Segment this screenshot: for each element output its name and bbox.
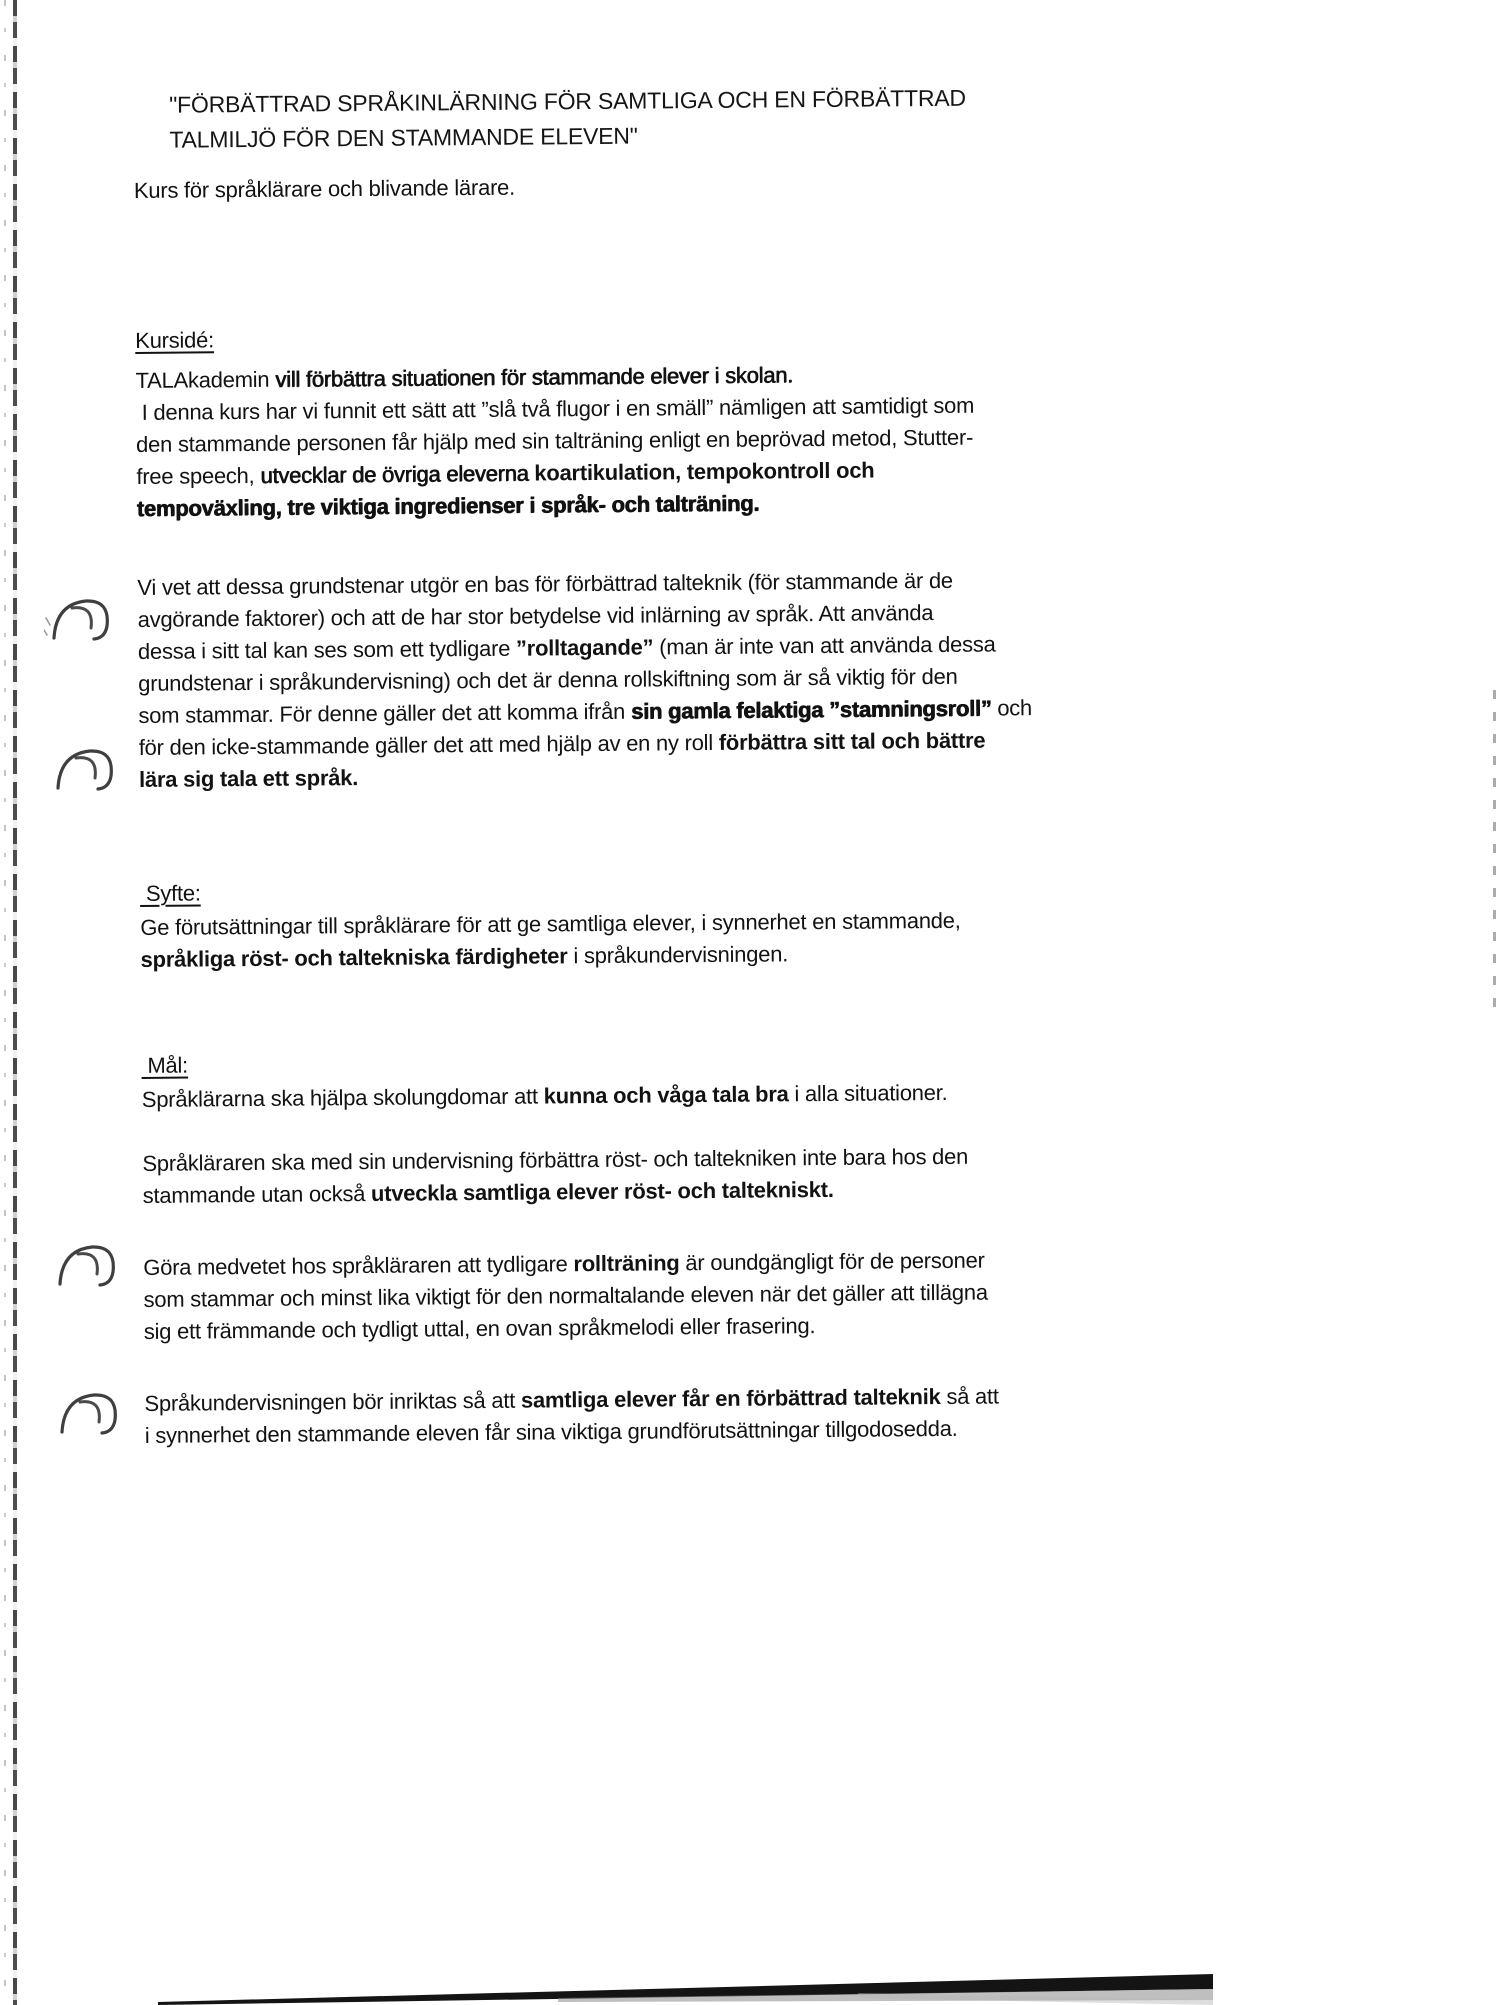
scan-bottom-bar [158,1962,1218,2005]
heading-kurside: Kursidé: [135,327,215,353]
paragraph-syfte: Ge förutsättningar till språklärare för att ge samtliga elever, i synnerhet en stammande, språkliga röst- och taltekniska färdigheter i språkundervisningen. [140,907,961,972]
heading-mal: Mål: [141,1052,189,1078]
document-title [169,79,1169,158]
heading-syfte: Syfte: [139,880,201,906]
paragraph-mal-3: Göra medvetet hos språkläraren att tydligare rollträning är oundgängligt för de personer som stammar och minst lika viktigt för den normaltalande eleven när det gäller att tillägna sig ett främmande och tydligt uttal, en ovan språkmelodi eller frasering. [143,1247,988,1344]
paragraph-kurside-1: TALAkademin vill förbättra situationen för stammande elever i skolan. I denna kurs har vi funnit ett sätt att ”slå två flugor i en smäll” nämligen att samtidigt som den stammande personen får hjälp med sin talträning enligt en beprövad metod, Stutter- free speech, utvecklar de övriga eleverna koartikulation, tempokontroll och tempoväxling, tre viktiga ingredienser i språk- och talträning. [135,362,975,521]
handwritten-curl-icon [52,1386,128,1442]
paragraph-mal-2: Språkläraren ska med sin undervisning förbättra röst- och taltekniken inte bara hos den stammande utan också utveckla samtliga elever röst- och taltekniskt. [142,1143,969,1208]
document-subtitle: Kurs för språklärare och blivande lärare. [133,174,516,203]
handwritten-curl-icon [50,1238,126,1294]
document-body [133,79,1180,1452]
handwritten-curl-icon [48,742,124,798]
paragraph-mal-1: Språklärarna ska hjälpa skolungdomar att kunna och våga tala bra i alla situationer. [141,1079,948,1112]
paragraph-kurside-2: Vi vet att dessa grundstenar utgör en bas för förbättrad talteknik (för stammande är de avgörande faktorer) och att de har stor betydelse vid inlärning av språk. Att använda dessa i sitt tal kan ses som ett tydligare ”rolltagande” (man är inte van att använda dessa grundstenar i språkundervisning) och det är denna rollskiftning som är så viktig för den som stammar. För denne gäller det att komma ifrån sin gamla felaktiga ”stamningsroll” och för den icke-stammande gäller det att med hjälp av en ny roll förbättra sitt tal och bättre lära sig tala ett språk. [137,567,1033,792]
paragraph-mal-4: Språkundervisningen bör inriktas så att samtliga elever får en förbättrad talteknik så att i synnerhet den stammande eleven får sina viktiga grundförutsättningar tillgodosedda. [144,1383,999,1448]
title-line-1: "FÖRBÄTTRAD SPRÅKINLÄRNING FÖR SAMTLIGA OCH EN FÖRBÄTTRAD [169,84,966,118]
scan-edge-right [1493,690,1496,1020]
scan-edge-left-faint [4,0,6,2005]
handwritten-curl-icon [44,592,120,648]
scan-edge-left [13,0,17,2005]
title-line-2: TALMILJÖ FÖR DEN STAMMANDE ELEVEN" [169,122,638,153]
